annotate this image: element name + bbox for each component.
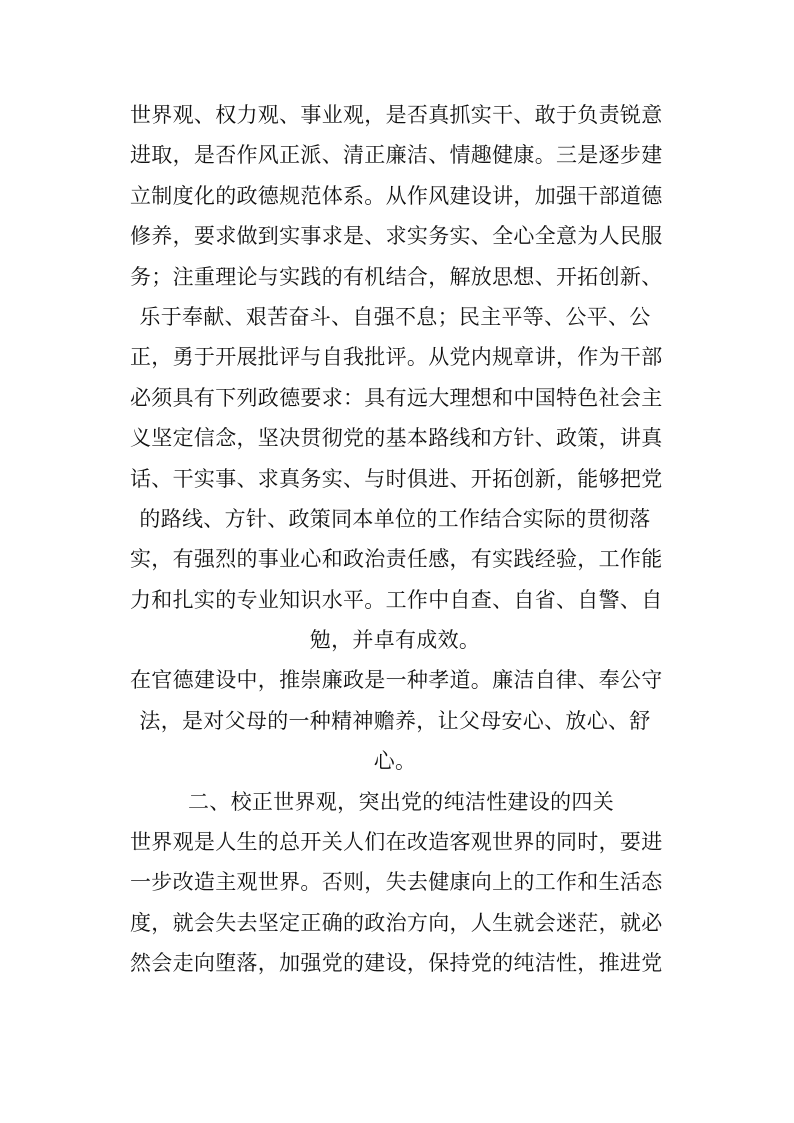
text-line: 世界观是人生的总开关人们在改造客观世界的同时，要进 bbox=[130, 830, 663, 855]
text-line: 心。 bbox=[373, 749, 417, 774]
text-line: 的路线、方针、政策同本单位的工作结合实际的贯彻落 bbox=[139, 506, 651, 531]
text-line: 乐于奉献、艰苦奋斗、自强不息；民主平等、公平、公 bbox=[139, 304, 651, 329]
text-line: 一步改造主观世界。否则，失去健康向上的工作和生活态 bbox=[130, 870, 663, 895]
text-line: 必须具有下列政德要求：具有远大理想和中国特色社会主 bbox=[130, 385, 663, 410]
body-text bbox=[130, 95, 663, 984]
text-line: 在官德建设中，推崇廉政是一种孝道。廉洁自律、奉公守 bbox=[130, 668, 663, 693]
text-line: 法，是对父母的一种精神赡养，让父母安心、放心、舒 bbox=[139, 708, 651, 733]
text-line: 义坚定信念，坚决贯彻党的基本路线和方针、政策，讲真 bbox=[130, 426, 663, 451]
text-line: 力和扎实的专业知识水平。工作中自查、自省、自警、自 bbox=[130, 587, 663, 612]
text-line: 然会走向堕落，加强党的建设，保持党的纯洁性，推进党 bbox=[130, 951, 663, 976]
text-line: 实，有强烈的事业心和政治责任感，有实践经验，工作能 bbox=[130, 547, 663, 572]
text-line: 勉，并卓有成效。 bbox=[309, 628, 481, 653]
text-line: 话、干实事、求真务实、与时俱进、开拓创新，能够把党 bbox=[130, 466, 663, 491]
text-line: 正，勇于开展批评与自我批评。从党内规章讲，作为干部 bbox=[130, 345, 663, 370]
text-line: 修养，要求做到实事求是、求实务实、全心全意为人民服 bbox=[130, 224, 663, 249]
text-line: 进取，是否作风正派、清正廉洁、情趣健康。三是逐步建 bbox=[130, 143, 663, 168]
section-heading: 二、校正世界观，突出党的纯洁性建设的四关 bbox=[188, 789, 614, 814]
text-line: 务；注重理论与实践的有机结合，解放思想、开拓创新、 bbox=[130, 264, 663, 289]
text-line: 世界观、权力观、事业观，是否真抓实干、敢于负责锐意 bbox=[130, 103, 663, 127]
text-line: 立制度化的政德规范体系。从作风建设讲，加强干部道德 bbox=[130, 183, 663, 208]
text-line: 度，就会失去坚定正确的政治方向，人生就会迷茫，就必 bbox=[130, 910, 663, 935]
